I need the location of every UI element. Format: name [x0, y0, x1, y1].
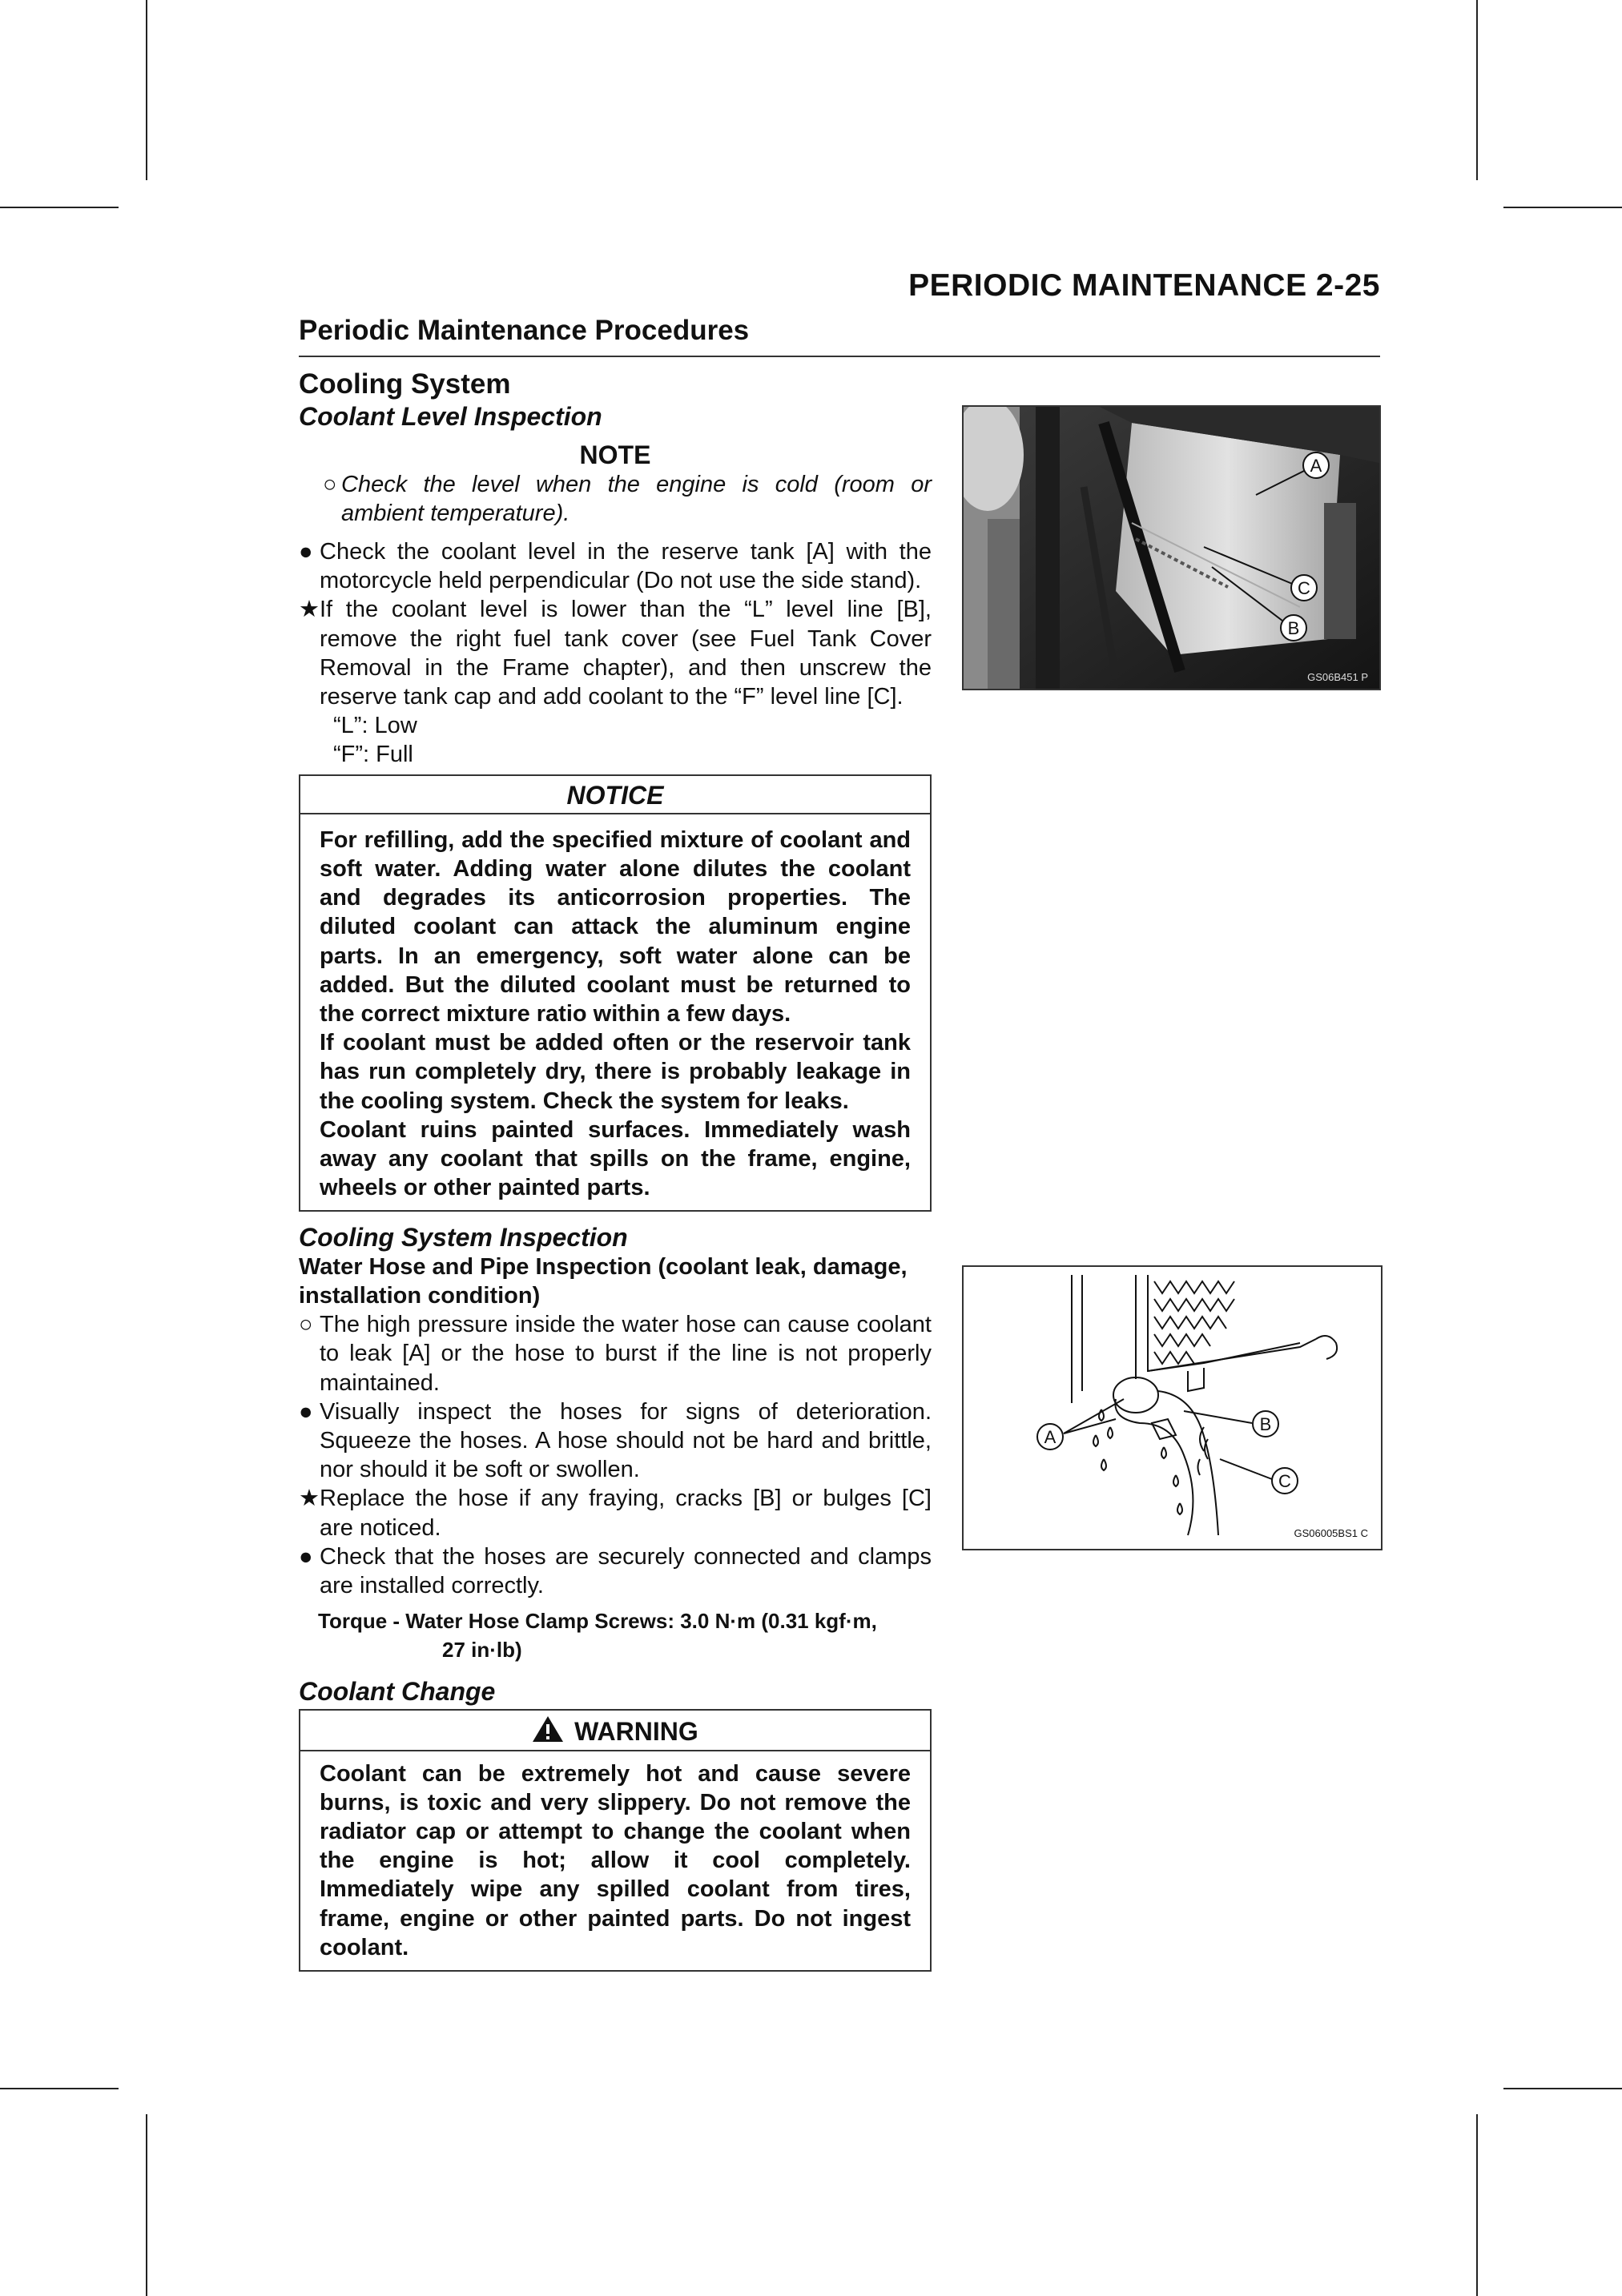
list-item [299, 1310, 932, 1397]
crop-mark [1476, 2114, 1478, 2296]
note-text: Check the level when the engine is cold (room or ambient temperature). [341, 471, 932, 526]
warning-box [299, 1709, 932, 1972]
crop-mark [1476, 0, 1478, 180]
figure-label: A [1044, 1427, 1057, 1447]
warning-body: Coolant can be extremely hot and cause severe burns, is toxic and very slippery. Do not remove the radiator cap or attempt to change the coolant when the engine is hot; allow it cool completely. Immediately wipe any spilled coolant from tires, frame, engine or other painted parts. Do not ingest coolant. [320, 1760, 911, 1960]
notice-label: NOTICE [300, 776, 930, 814]
reserve-tank-photo [962, 405, 1381, 690]
list-item-text: Replace the hose if any fraying, cracks [B] or bulges [C] are noticed. [320, 1486, 932, 1541]
note-label: NOTE [579, 440, 651, 470]
list-item [299, 1484, 932, 1542]
list-item-text: If the coolant level is lower than the “L” level line [B], remove the right fuel tank cover (see Fuel Tank Cover Removal in the Frame chapter), and then unscrew the reserve tank cap and add coolant to the “F” level line [C]. [320, 597, 932, 710]
list-item-text: The high pressure inside the water hose can cause coolant to leak [A] or the hose to burst if the line is not properly maintained. [320, 1312, 932, 1396]
header-rule [299, 356, 1380, 357]
notice-paragraph: If coolant must be added often or the reservoir tank has run completely dry, there is probably leakage in the cooling system. Check the system for leaks. [320, 1030, 911, 1114]
notice-box [299, 774, 932, 1212]
list-item [299, 1397, 932, 1485]
figure-label: A [1310, 456, 1322, 476]
notice-paragraph: Coolant ruins painted surfaces. Immediately wash away any coolant that spills on the frame, engine, wheels or other painted parts. [320, 1116, 911, 1201]
coolant-change-heading: Coolant Change [299, 1677, 496, 1707]
running-header: PERIODIC MAINTENANCE 2-25 [908, 268, 1380, 303]
legend-low: “L”: Low [333, 713, 417, 739]
reserve-tank-photo-drawing [964, 407, 1379, 689]
star-marker: ★ [299, 597, 320, 623]
coolant-level-heading: Coolant Level Inspection [299, 402, 602, 432]
figure-label: B [1259, 1414, 1272, 1434]
hose-line-drawing [964, 1267, 1381, 1549]
figure-code: GS06B451 P [1307, 671, 1368, 683]
list-item-text: Visually inspect the hoses for signs of deterioration. Squeeze the hoses. A hose should not be hard and brittle, nor should it be soft or swollen. [320, 1398, 932, 1483]
crop-mark [146, 0, 147, 180]
list-item [299, 1542, 932, 1600]
warning-label: WARNING [574, 1717, 698, 1747]
figure-code: GS06005BS1 C [1294, 1527, 1368, 1539]
cooling-inspection-heading: Cooling System Inspection [299, 1223, 628, 1253]
section-title: Periodic Maintenance Procedures [299, 315, 750, 346]
crop-mark [0, 2088, 119, 2089]
main-column [299, 370, 932, 1972]
figure-label: B [1287, 618, 1300, 638]
notice-paragraph: For refilling, add the specified mixture of coolant and soft water. Adding water alone dilutes the coolant and degrades its anticorrosion properties. The diluted coolant can attack the aluminum engine parts. In an emergency, soft water alone can be added. But the diluted coolant must be returned to the correct mixture ratio within a few days. [320, 826, 911, 1027]
torque-spec [299, 1606, 932, 1664]
note-item [323, 470, 932, 528]
figure-label: C [1298, 578, 1310, 598]
hose-inspection-subheading: Water Hose and Pipe Inspection (coolant leak, damage, installation condition) [299, 1253, 908, 1309]
circle-marker: ○ [299, 1312, 313, 1338]
torque-line: 27 in·lb) [442, 1638, 522, 1663]
cooling-system-heading: Cooling System [299, 368, 511, 400]
bullet-marker: ● [299, 539, 313, 565]
list-item [299, 595, 932, 711]
crop-mark [1503, 207, 1622, 208]
crop-mark [1503, 2088, 1622, 2089]
notice-body [300, 814, 930, 1211]
figure-label: C [1278, 1471, 1291, 1491]
star-marker: ★ [299, 1486, 320, 1512]
list-item-text: Check that the hoses are securely connected and clamps are installed correctly. [320, 1543, 932, 1598]
torque-line: Torque - Water Hose Clamp Screws: 3.0 N·m (0.31 kgf·m, [318, 1609, 877, 1634]
circle-marker: ○ [323, 471, 337, 497]
list-item [299, 537, 932, 595]
warning-header [300, 1711, 930, 1751]
legend-full: “F”: Full [333, 742, 413, 768]
bullet-marker: ● [299, 1398, 313, 1425]
crop-mark [0, 207, 119, 208]
hose-drawing [962, 1265, 1383, 1550]
warning-triangle-icon [532, 1715, 564, 1743]
bullet-marker: ● [299, 1543, 313, 1570]
list-item-text: Check the coolant level in the reserve tank [A] with the motorcycle held perpendicular (Do not use the side stand). [320, 539, 932, 594]
crop-mark [146, 2114, 147, 2296]
